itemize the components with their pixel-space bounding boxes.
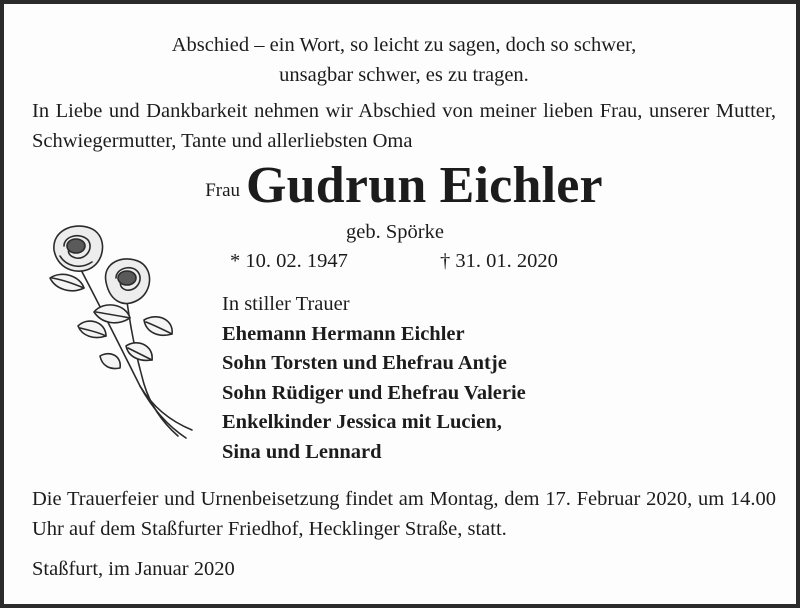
place-date: Staßfurt, im Januar 2020 [32,558,235,580]
deceased-title: Frau [205,180,241,201]
mourners-intro: In stiller Trauer [222,293,350,315]
mourner-5: Sina und Lennard [222,440,382,463]
intro-text: In Liebe und Dankbarkeit nehmen wir Abschied von meiner lieben Frau, unserer Mutter, Schwiegermutter, Tante und allerliebsten Oma [32,100,776,152]
deceased-name-line [4,156,800,216]
funeral-notice: Die Trauerfeier und Urnenbeisetzung findet am Montag, dem 17. Februar 2020, um 14.00 Uhr auf dem Staßfurter Friedhof, Hecklinger Straße, statt. [32,488,776,540]
deceased-name: Gudrun Eichler [246,157,603,214]
mourner-3: Sohn Rüdiger und Ehefrau Valerie [222,381,526,404]
death-date: † 31. 01. 2020 [440,250,558,272]
mourner-2: Sohn Torsten und Ehefrau Antje [222,352,507,374]
birth-date: * 10. 02. 1947 [230,250,348,272]
birth-name: geb. Spörke [346,221,444,243]
motto-line-1: Abschied – ein Wort, so leicht zu sagen, doch so schwer, [171,34,637,56]
mourner-1: Ehemann Hermann Eichler [222,322,465,345]
roses-icon [40,216,200,446]
motto [4,30,800,90]
motto-line-2: unsagbar schwer, es zu tragen. [279,64,529,86]
mourners-list [222,290,526,467]
mourner-4: Enkelkinder Jessica mit Lucien, [222,411,502,433]
